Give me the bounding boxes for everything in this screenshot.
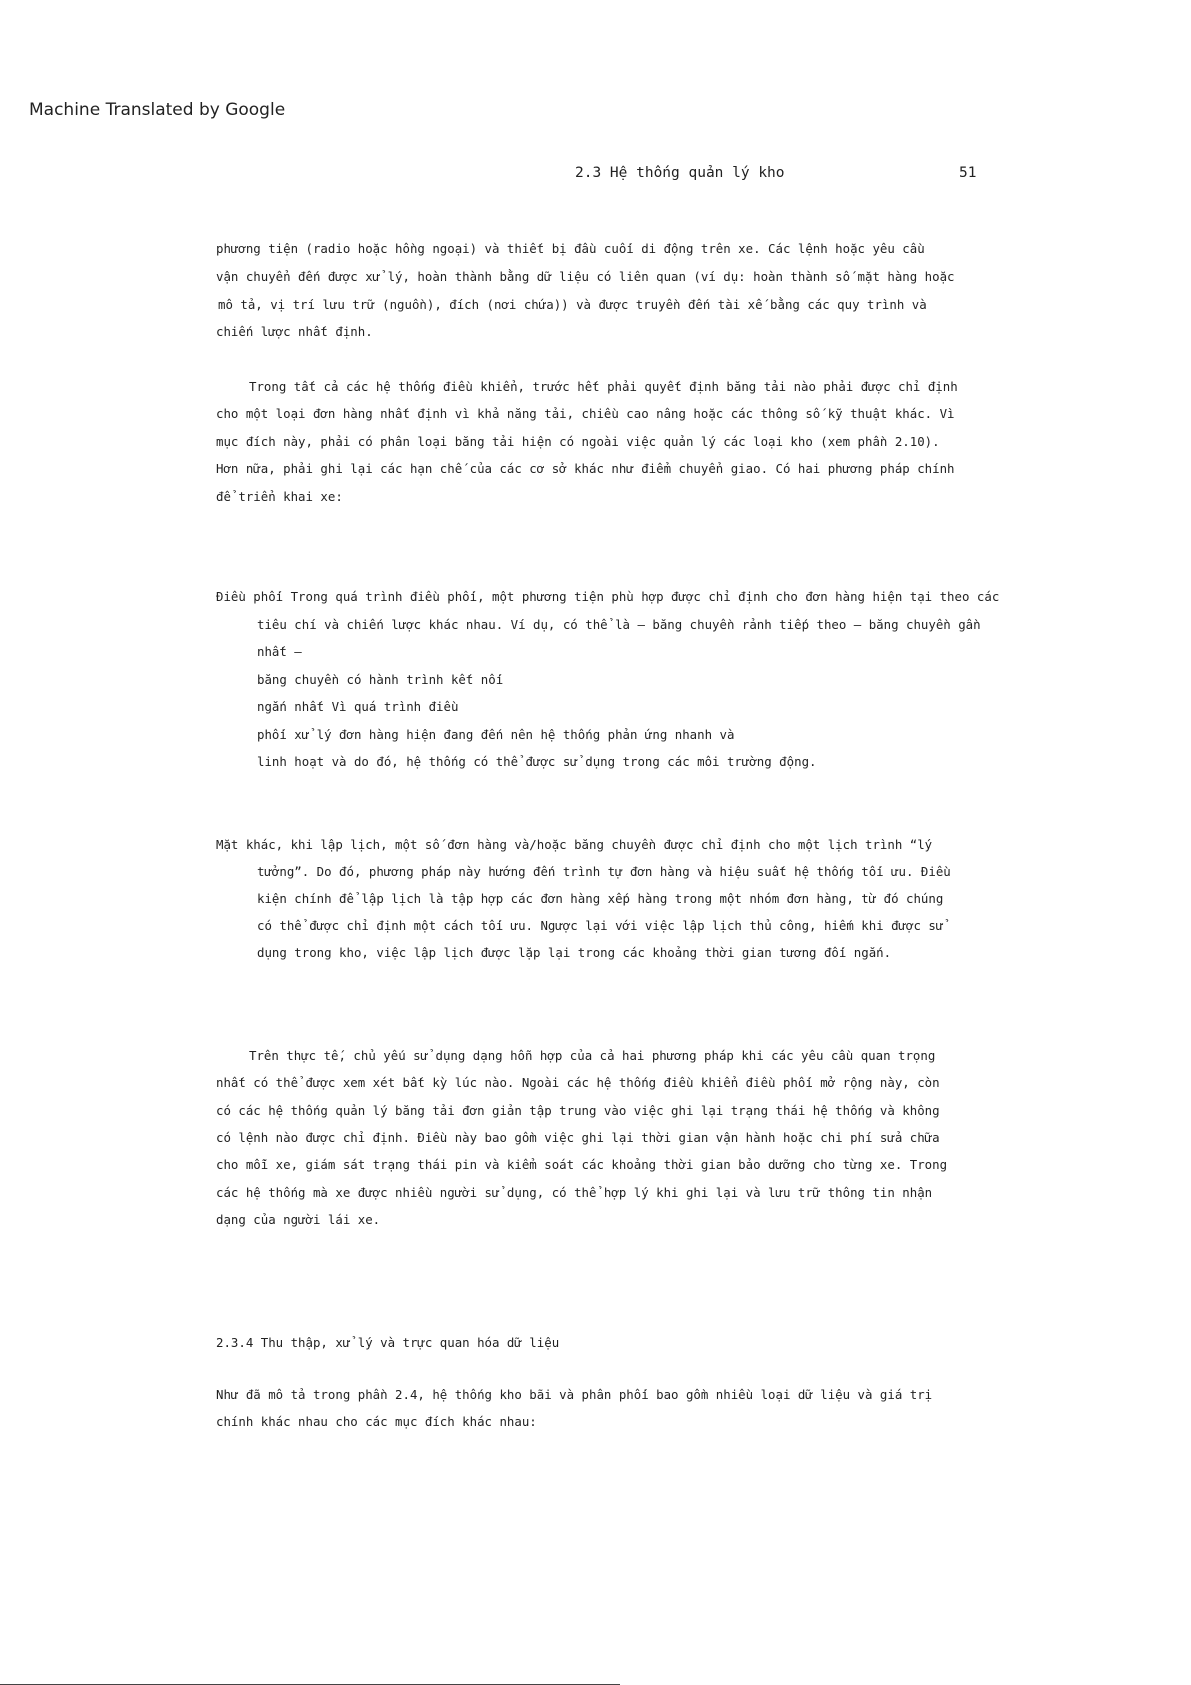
- text-line: nhất –: [257, 644, 302, 659]
- text-line: mô tả, vị trí lưu trữ (nguồn), đích (nơi chứa)) và được truyền đến tài xế bằng các quy trình và: [218, 297, 927, 312]
- text-line: Hơn nữa, phải ghi lại các hạn chế của các cơ sở khác như điểm chuyển giao. Có hai phương pháp chính: [216, 461, 955, 476]
- text-line: cho mỗi xe, giám sát trạng thái pin và kiểm soát các khoảng thời gian bảo dưỡng cho từng xe. Trong: [216, 1157, 948, 1172]
- text-line: dạng của người lái xe.: [216, 1212, 381, 1227]
- text-line: phương tiện (radio hoặc hồng ngoại) và thiết bị đầu cuối di động trên xe. Các lệnh hoặc yêu cầu: [216, 241, 925, 256]
- text-line: có lệnh nào được chỉ định. Điều này bao gồm việc ghi lại thời gian vận hành hoặc chi phí sửa chữa: [216, 1130, 940, 1145]
- text-line: băng chuyền có hành trình kết nối: [257, 672, 504, 687]
- machine-translation-banner: Machine Translated by Google: [29, 100, 286, 120]
- text-line: có thể được chỉ định một cách tối ưu. Ngược lại với việc lập lịch thủ công, hiếm khi được sử: [257, 918, 944, 933]
- text-line: Như đã mô tả trong phần 2.4, hệ thống kho bãi và phân phối bao gồm nhiều loại dữ liệu và giá trị: [216, 1387, 933, 1402]
- text-line: tưởng”. Do đó, phương pháp này hướng đến trình tự đơn hàng và hiệu suất hệ thống tối ưu. Điều: [257, 864, 951, 879]
- text-line: các hệ thống mà xe được nhiều người sử dụng, có thể hợp lý khi ghi lại và lưu trữ thông tin nhận: [216, 1185, 933, 1200]
- subsection-heading: 2.3.4 Thu thập, xử lý và trực quan hóa dữ liệu: [216, 1335, 560, 1350]
- text-line: cho một loại đơn hàng nhất định vì khả năng tải, chiều cao nâng hoặc các thông số kỹ thuật khác. Vì: [216, 406, 955, 421]
- section-title: 2.3 Hệ thống quản lý kho: [575, 165, 785, 181]
- text-line: để triển khai xe:: [216, 489, 343, 504]
- text-line: linh hoạt và do đó, hệ thống có thể được sử dụng trong các môi trường động.: [257, 754, 817, 769]
- text-line: chiến lược nhất định.: [216, 324, 373, 339]
- text-line: Trong tất cả các hệ thống điều khiển, trước hết phải quyết định băng tải nào phải được chỉ định: [249, 379, 958, 394]
- text-line: Điều phối Trong quá trình điều phối, một phương tiện phù hợp được chỉ định cho đơn hàng hiện tại theo các: [216, 589, 1000, 604]
- text-line: chính khác nhau cho các mục đích khác nhau:: [216, 1414, 537, 1429]
- text-line: tiêu chí và chiến lược khác nhau. Ví dụ, có thể là – băng chuyền rảnh tiếp theo – băng chuyền gần: [257, 617, 981, 632]
- text-line: vận chuyển đến được xử lý, hoàn thành bằng dữ liệu có liên quan (ví dụ: hoàn thành số mặt hàng hoặc: [216, 269, 955, 284]
- text-line: nhất có thể được xem xét bất kỳ lúc nào. Ngoài các hệ thống điều khiển điều phối mở rộng này, còn: [216, 1075, 940, 1090]
- text-line: phối xử lý đơn hàng hiện đang đến nên hệ thống phản ứng nhanh và: [257, 727, 735, 742]
- text-line: có các hệ thống quản lý băng tải đơn giản tập trung vào việc ghi lại trạng thái hệ thống và không: [216, 1103, 940, 1118]
- text-line: kiện chính để lập lịch là tập hợp các đơn hàng xếp hàng trong một nhóm đơn hàng, từ đó chúng: [257, 891, 944, 906]
- text-line: dụng trong kho, việc lập lịch được lặp lại trong các khoảng thời gian tương đối ngắn.: [257, 945, 892, 960]
- text-line: Trên thực tế, chủ yếu sử dụng dạng hỗn hợp của cả hai phương pháp khi các yêu cầu quan trọng: [249, 1048, 936, 1063]
- text-line: Mặt khác, khi lập lịch, một số đơn hàng và/hoặc băng chuyền được chỉ định cho một lịch trình “lý: [216, 837, 933, 852]
- page-number: 51: [959, 165, 977, 181]
- text-line: mục đích này, phải có phân loại băng tải hiện có ngoài việc quản lý các loại kho (xem phần 2.10).: [216, 434, 940, 449]
- text-line: ngắn nhất Vì quá trình điều: [257, 699, 459, 714]
